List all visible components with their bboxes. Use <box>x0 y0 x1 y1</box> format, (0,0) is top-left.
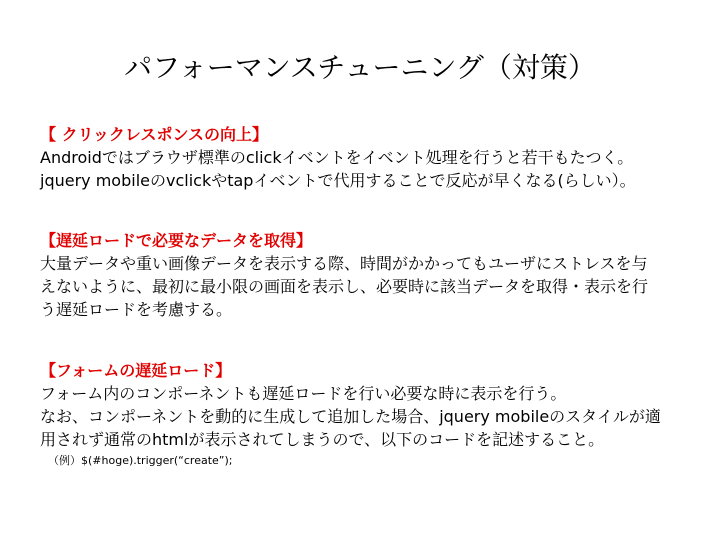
body-line: えないように、最初に最小限の画面を表示し、必要時に該当データを取得・表示を行 <box>40 277 649 296</box>
body-line: フォーム内のコンポーネントも遅延ロードを行い必要な時に表示を行う。 <box>40 384 567 403</box>
body-line: う遅延ロードを考慮する。 <box>40 300 233 319</box>
section-heading: 【フォームの遅延ロード】 <box>40 361 232 380</box>
body-line: jquery mobileのvclickやtapイベントで代用することで反応が早くなる(らしい）。 <box>40 171 636 190</box>
section-heading: 【 クリックレスポンスの向上】 <box>40 125 268 144</box>
section-heading: 【遅延ロードで必要なデータを取得】 <box>40 231 313 250</box>
slide-title: パフォーマンスチューニング（対策） <box>124 51 596 84</box>
code-example: （例）$(#hoge).trigger(“create”); <box>48 454 233 467</box>
body-line: 大量データや重い画像データを表示する際、時間がかかってもユーザにストレスを与 <box>40 254 648 273</box>
body-line: なお、コンポーネントを動的に生成して追加した場合、jquery mobileのスタイルが適 <box>40 407 661 426</box>
section-lazy-load-form <box>40 360 690 469</box>
body-line: 用されず通常のhtmlが表示されてしまうので、以下のコードを記述すること。 <box>40 430 605 449</box>
section-lazy-load-data <box>40 230 690 321</box>
section-click-response <box>40 124 690 192</box>
body-line: Androidではブラウザ標準のclickイベントをイベント処理を行うと若干もたつく。 <box>40 148 634 167</box>
